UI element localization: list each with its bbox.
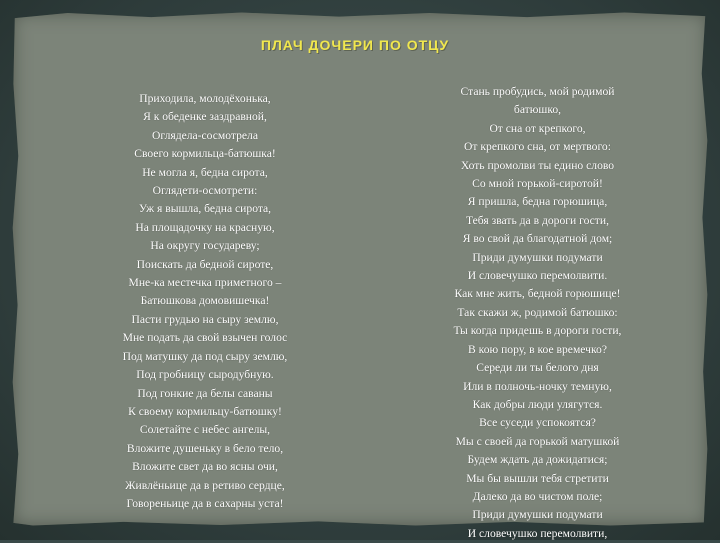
poem-line: Приди думушки подумати (472, 508, 603, 522)
poem-line: Будем ждать да дожидатися; (467, 453, 608, 467)
poem-line: Хоть промолви ты едино слово (460, 158, 615, 172)
poem-line: Я к обеденке заздравной, (143, 110, 267, 124)
poem-line: Батюшкова домовишечка! (140, 294, 270, 308)
poem-line: В кою пору, в кое времечко? (468, 342, 607, 356)
poem-line: От сна от крепкого, (489, 121, 586, 135)
poem-line: Огляделa-сосмотрела (152, 128, 258, 142)
poem-line: Не могла я, бедна сирота, (142, 165, 268, 179)
poem-line: батюшко, (513, 103, 562, 117)
poem-line: И словечушко перемолвити. (467, 269, 608, 283)
poem-line: Мы с своей да горькой матушкой (455, 434, 620, 448)
poem-line: Как мне жить, бедной горюшице! (454, 287, 621, 301)
poem-line: Пасти грудью на сыру землю, (131, 312, 279, 326)
poem-line: Тебя звать да в дороги гости, (466, 213, 609, 227)
poem-left-column (90, 90, 320, 513)
poem-line: Солетайте с небес ангелы, (139, 423, 271, 437)
poem-line: Мы бы вышли тебя стретити (466, 471, 609, 485)
poem-line: Все суседи успокоятся? (479, 416, 596, 430)
poem-line: И словечушко перемолвити, (467, 526, 608, 540)
poem-line: Со мной горькой-сиротой! (472, 177, 603, 191)
poem-line: Вложите свет да во ясны очи, (132, 460, 278, 474)
poem-line: Стань пробудись, мой родимой (460, 85, 615, 98)
poem-line: Далеко да во чистом поле; (472, 489, 603, 503)
poem-line: Поискать да бедной сироте, (136, 257, 274, 271)
poem-line: Живлёньице да в ретиво сердце, (125, 478, 285, 492)
poem-line: Уж я вышла, бедна сирота, (138, 202, 272, 216)
poem-line: Говореньице да в сахарны уста! (126, 496, 284, 510)
poem-line: Я во свой да благодатной дом; (462, 232, 613, 246)
poem-line: На округу государеву; (150, 239, 260, 253)
poem-line: Ты когда придешь в дороги гости, (453, 324, 622, 338)
poem-line: Своего кормильца-батюшка! (134, 147, 276, 161)
page-title: ПЛАЧ ДОЧЕРИ ПО ОТЦУ (260, 37, 450, 53)
poem-right-column (420, 83, 655, 543)
poem-line: Приходила, молодёхонька, (139, 92, 271, 105)
poem-line: Под матушку да под сыру землю, (122, 349, 288, 363)
poem-line: Так скажи ж, родимой батюшко: (457, 305, 618, 319)
poem-line: Вложите душеньку в бело тело, (126, 441, 284, 455)
poem-line: Или в полночь-ночку темную, (463, 379, 612, 393)
poem-line: Середи ли ты белого дня (476, 361, 599, 375)
poem-line: Под гонкие да белы саваны (137, 386, 273, 400)
poem-line: Оглядети-осмотрети: (152, 184, 258, 198)
poem-line: Мне-ка местечка приметного – (128, 276, 282, 290)
poem-line: Я пришла, бедна горюшица, (467, 195, 608, 209)
poem-line: К своему кормильцу-батюшку! (128, 404, 282, 418)
poem-line: На площадочку на красную, (135, 220, 275, 234)
poem-line: Мне подать да свой взычен голос (122, 331, 288, 345)
poem-line: Под гробницу сыродубную. (136, 368, 274, 382)
poem-line: Как добры люди улягутся. (472, 397, 603, 411)
poem-line: От крепкого сна, от мертвого: (464, 140, 611, 154)
poem-line: Приди думушки подумати (472, 250, 603, 264)
